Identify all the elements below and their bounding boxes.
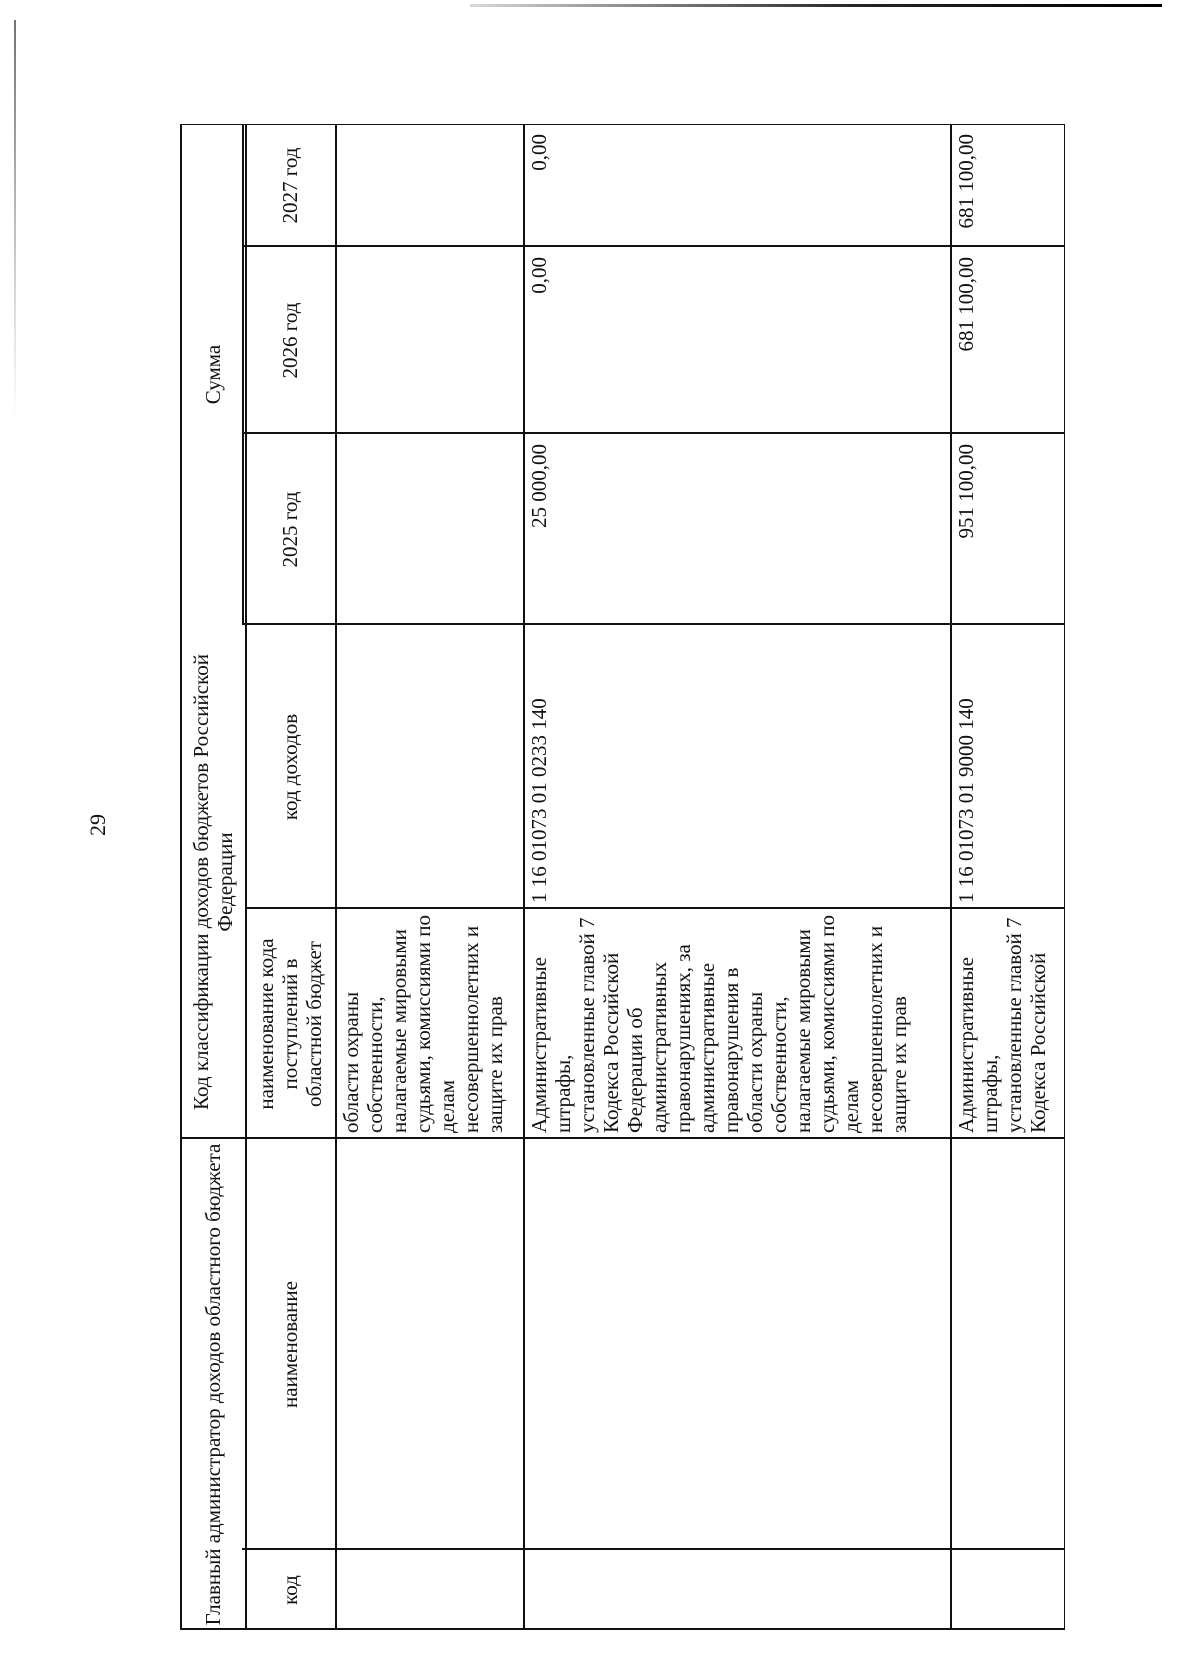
row2-sum-2026: 0,00	[527, 257, 551, 294]
row3-sum-2027: 681 100,00	[954, 134, 978, 229]
scan-artifact-left-line	[14, 20, 16, 420]
row3-sum-2026: 681 100,00	[954, 257, 978, 352]
header-col-2025: 2025 год	[278, 491, 302, 568]
row2-name	[523, 1139, 950, 1550]
header-group-classification: Код классификации доходов бюджетов Российской Федерации	[188, 654, 237, 1110]
row1-code	[335, 1550, 523, 1630]
row1-income-code	[335, 625, 523, 909]
row2-income-code: 1 16 01073 01 0233 140	[527, 698, 551, 903]
header-col-2026: 2026 год	[278, 302, 302, 379]
header-col-code: код	[278, 1575, 302, 1605]
header-col-income-code: код доходов	[278, 713, 302, 821]
row1-sum-2027	[335, 124, 523, 247]
budget-table-rotated	[180, 124, 1065, 1630]
page-number: 29	[85, 814, 110, 836]
header-col-receipt-name: наименование кода поступлений в областной бюджет	[254, 938, 326, 1110]
row3-receipt-name: Административные штрафы, установленные главой 7 Кодекса Российской	[954, 917, 1050, 1133]
row1-sum-2026	[335, 247, 523, 434]
header-col-name: наименование	[278, 1281, 302, 1408]
row3-income-code: 1 16 01073 01 9000 140	[954, 698, 978, 903]
row1-name	[335, 1139, 523, 1550]
header-group-admin: Главный администратор доходов областного бюджета	[200, 1143, 225, 1626]
row3-sum-2025: 951 100,00	[954, 444, 978, 539]
row2-sum-2027: 0,00	[527, 134, 551, 171]
header-group-sum: Сумма	[200, 344, 225, 405]
row1-sum-2025	[335, 434, 523, 625]
scan-artifact-top-line	[470, 4, 1162, 7]
row2-receipt-name: Административные штрафы, установленные главой 7 Кодекса Российской Федерации об административных правонарушениях, за административные правонарушения в области охраны собственности, налагаемые мировыми судьями, комиссиями по делам несовершеннолетних и защите их прав	[527, 915, 911, 1133]
header-col-2027: 2027 год	[278, 147, 302, 224]
row2-sum-2025: 25 000,00	[527, 444, 551, 528]
row1-receipt-name: области охраны собственности, налагаемые мировыми судьями, комиссиями по делам несовершеннолетних и защите их прав	[339, 915, 507, 1133]
row3-code	[950, 1550, 1065, 1630]
row3-name	[950, 1139, 1065, 1550]
row2-code	[523, 1550, 950, 1630]
budget-table	[180, 124, 1065, 1630]
